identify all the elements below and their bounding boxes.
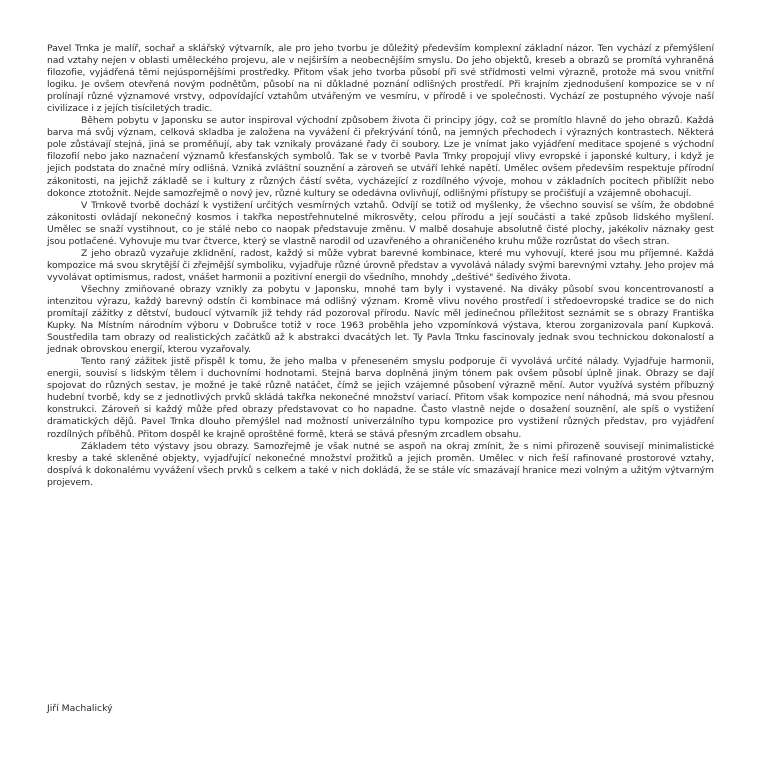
paragraph-7: Základem této výstavy jsou obrazy. Samozřejmě je však nutné se aspoň na okraj zmínit, že s nimi přirozeně souvisejí minimalistické kresby a také skleněné objekty, vyjadřující nekonečné množství prožitků a jejich proměn. Umělec v nich řeší rafinované prostorové vztahy, dospívá k dokonalému vyvážení všech prvků s celkem a také v nich dokládá, že se stále víc smazávají hranice mezi volným a užitým výtvarným projevem. [47, 440, 714, 488]
paragraph-1: Pavel Trnka je malíř, sochař a sklářský výtvarník, ale pro jeho tvorbu je důležitý především komplexní základní názor. Ten vychází z přemýšlení nad vztahy nejen v oblasti uměleckého projevu, ale v nejširším a neobecnějším smyslu. Do jeho objektů, kreseb a obrazů se promítá vyhraněná filozofie, vyjádřená těmi nejúspornějšími prostředky. Přitom však jeho tvorba působí při své střídmosti velmi výrazně, protože má svou vnitřní logiku. Je ovšem otevřená novým podnětům, působí na ni důkladné poznání odlišných prostředí. Při krajním zjednodušení kompozice se v ní prolínají různé významové vrstvy, odpovídající vztahům utvářeným ve vesmíru, v přírodě i ve společnosti. Vychází ze postupného vývoje naší civilizace i z jejích tisíciletých tradic. [47, 43, 714, 115]
author-signature: Jiří Machalický [47, 703, 113, 714]
paragraph-6: Tento raný zážitek jistě přispěl k tomu, že jeho malba v přeneseném smyslu podporuje či vyvolává určité nálady. Vyjadřuje harmonii, energii, souvisí s lidským tělem i duchovními hodnotami. Stejná barva doplněná jiným tónem pak ovšem působí úplně jinak. Obrazy se dají spojovat do různých sestav, je možné je také různě natáčet, čímž se jejich vzájemné působení výrazně mění. Autor využívá systém příbuzný hudební tvorbě, kdy se z jednotlivých prvků skládá takřka nekonečné množství variací. Přitom však kompozice není náhodná, má svou přesnou konstrukci. Zároveň si každý může před obrazy představovat co ho napadne. Často vlastně nejde o dosažení souznění, ale spíš o vystižení dramatických dějů. Pavel Trnka dlouho přemýšlel nad možností univerzálního typu kompozice pro vystižení různých představ, pro vyjádření rozdílných příběhů. Přitom dospěl ke krajně oproštěné formě, která se stává přesným zrcadlem obsahu. [47, 356, 714, 440]
paragraph-3: V Trnkově tvorbě dochází k vystižení určitých vesmírných vztahů. Odvíjí se totiž od myšlenky, že všechno souvisí se vším, že obdobné zákonitosti ovládají nekonečný kosmos i takřka nepostřehnutelné mikrosvěty, celou přírodu a její součásti a také způsob lidského myšlení. Umělec se snaží vystihnout, co je stálé nebo co naopak představuje změnu. V malbě dosahuje absolutně čisté plochy, jakékoliv náznaky gest jsou potlačené. Vyhovuje mu tvar čtverce, který se vlastně narodil od uzavřeného a ohraničeného kruhu může rozrůstat do všech stran. [47, 199, 714, 247]
article-body [47, 43, 714, 489]
paragraph-5: Všechny zmiňované obrazy vznikly za pobytu v Japonsku, mnohé tam byly i vystavené. Na diváky působí svou koncentrovaností a intenzitou výrazu, každý barevný odstín či kombinace má odlišný význam. Kromě vlivu nového prostředí i středoevropské tradice se do nich promítají zážitky z dětství, budoucí výtvarník již tehdy rád pozoroval přírodu. Navíc měl jedinečnou příležitost seznámit se s obrazy Františka Kupky. Na Místním národním výboru v Dobrušce totiž v roce 1963 proběhla jeho vzpomínková výstava, kterou zorganizovala paní Kupková. Soustředila tam obrazy od realistických začátků až k abstrakci dvacátých let. Ty Pavla Trnku fascinovaly jednak svou technickou dokonalostí a jednak obrovskou energií, kterou vyzařovaly. [47, 283, 714, 356]
paragraph-4: Z jeho obrazů vyzařuje zklidnění, radost, každý si může vybrat barevné kombinace, které mu vyhovují, které jsou mu příjemné. Každá kompozice má svou skrytější či zřejmější symboliku, vyjadřuje různé úrovně představ a vyvolává nálady svými barevnými vztahy. Jeho projev má vyvolávat optimismus, radost, vnášet harmonii a pozitivní energii do všedního, mnohdy „deštivé" šedivého života. [47, 247, 714, 283]
paragraph-2: Během pobytu v Japonsku se autor inspiroval východní způsobem života či principy jógy, což se promítlo hlavně do jeho obrazů. Každá barva má svůj význam, celková skladba je založena na vyvážení či překrývání tónů, na jemných přechodech i výrazných kontrastech. Některá pole zůstávají stejná, jiná se proměňují, aby tak vznikaly provázané řady či soubory. Lze je vnímat jako vyjádření meditace spojené s východní filozofií nebo jako naznačení významů křesťanských symbolů. Tak se v tvorbě Pavla Trnky propojují vlivy evropské i japonské kultury, i když je jejich podstata do značné míry odlišná. Vzniká zvláštní souznění a zároveň se utváří lehké napětí. Umělec ovšem především respektuje přírodní zákonitosti, na jejichž základě se i kultury z různých částí světa, vycházející z rozdílného vývoje, mohou v základních pocitech přiblížit nebo dokonce ztotožnit. Nejde samozřejmě o nový jev, různé kultury se odedávna ovlivňují, odlišnými přístupy se pročišťují a vzájemně obohacují. [47, 115, 714, 199]
